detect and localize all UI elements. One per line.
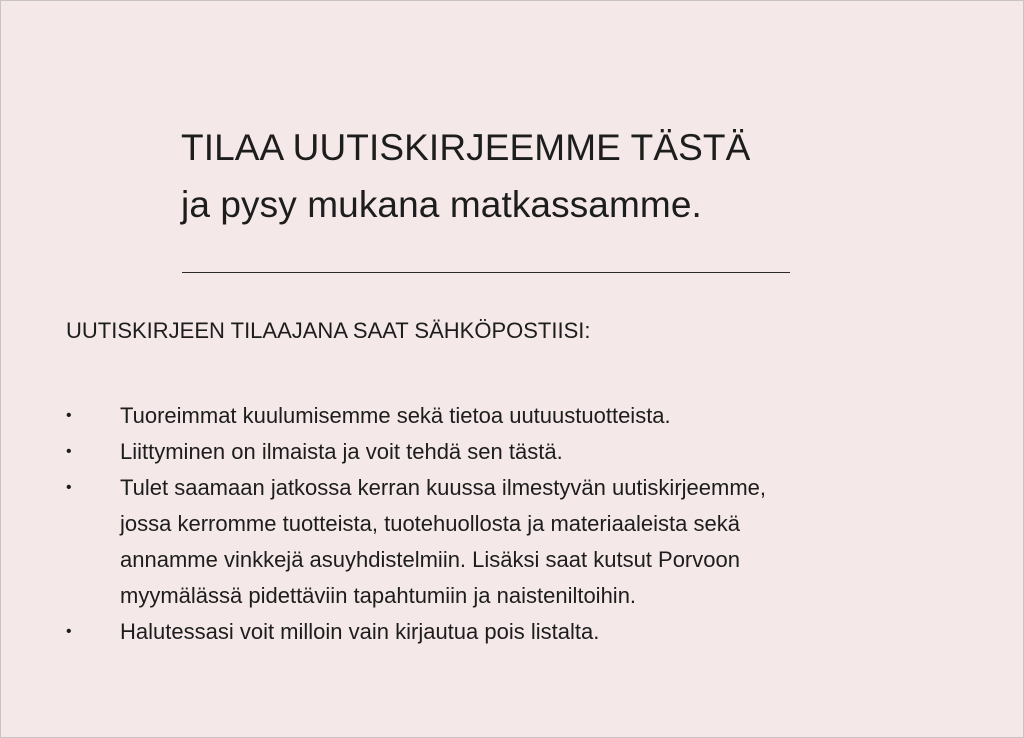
list-item-text: Tuoreimmat kuulumisemme sekä tietoa uutuustuotteista.: [120, 403, 671, 428]
headline: [181, 119, 831, 233]
list-item-text: myymälässä pidettäviin tapahtumiin ja naisteniltoihin.: [120, 583, 637, 608]
benefits-list: [66, 398, 966, 650]
list-item-text: Tulet saamaan jatkossa kerran kuussa ilmestyvän uutiskirjeemme,: [120, 475, 767, 500]
bullet-icon: •: [66, 443, 72, 460]
list-item-text: Halutessasi voit milloin vain kirjautua pois listalta.: [120, 619, 600, 644]
list-item: [66, 398, 966, 434]
list-item-text: Liittyminen on ilmaista ja voit tehdä sen tästä.: [120, 439, 563, 464]
divider: [182, 272, 790, 273]
list-item: [66, 434, 966, 470]
subheading: UUTISKIRJEEN TILAAJANA SAAT SÄHKÖPOSTIISI:: [66, 318, 591, 343]
bullet-icon: •: [66, 623, 72, 640]
list-item: [66, 614, 966, 650]
bullet-icon: •: [66, 479, 72, 496]
list-item: [66, 470, 966, 614]
headline-line-1: TILAA UUTISKIRJEEMME TÄSTÄ: [181, 127, 751, 168]
list-item-text: jossa kerromme tuotteista, tuotehuollosta ja materiaaleista sekä: [120, 511, 740, 536]
headline-line-2: ja pysy mukana matkassamme.: [181, 184, 702, 225]
bullet-icon: •: [66, 407, 72, 424]
list-item-text: annamme vinkkejä asuyhdistelmiin. Lisäksi saat kutsut Porvoon: [120, 547, 740, 572]
